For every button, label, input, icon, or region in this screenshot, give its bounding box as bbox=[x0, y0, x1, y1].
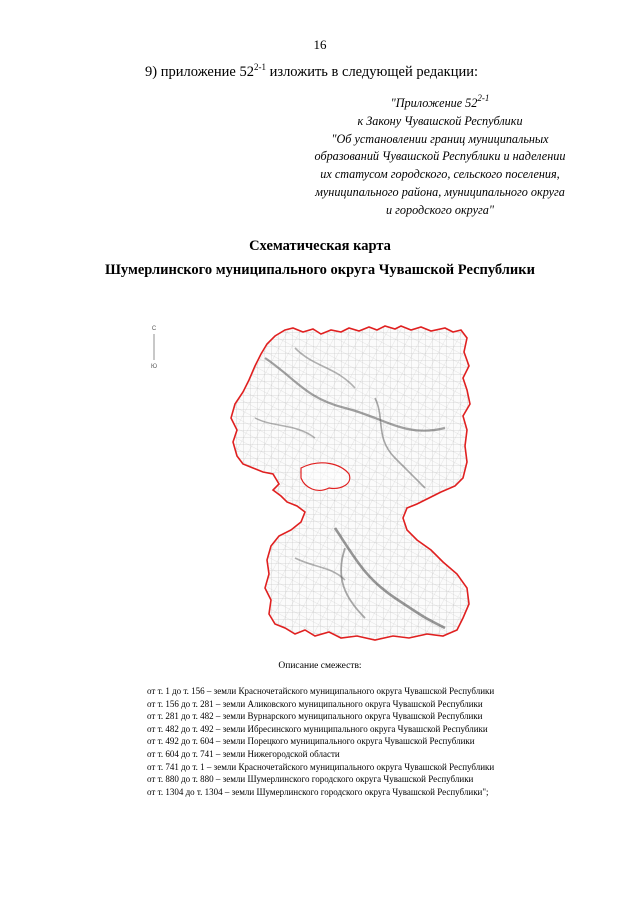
appendix-line-7: и городского округа" bbox=[386, 202, 494, 217]
adjacency-item: от т. 1 до т. 156 – земли Красночетайского муниципального округа Чувашской Республики bbox=[147, 686, 495, 696]
map-title-line-1: Схематическая карта bbox=[249, 238, 391, 254]
adjacency-item: от т. 156 до т. 281 – земли Аликовского муниципального округа Чувашской Республики bbox=[147, 698, 483, 709]
appendix-line-5: их статусом городского, сельского поселения, bbox=[320, 167, 560, 182]
compass-south-label: Ю bbox=[150, 364, 158, 370]
appendix-line-1 bbox=[290, 90, 590, 113]
appendix-line-2: к Закону Чувашской Республики bbox=[357, 113, 523, 128]
appendix-superscript: 2-1 bbox=[477, 93, 490, 103]
compass bbox=[151, 326, 157, 370]
appendix-header bbox=[290, 90, 590, 220]
map-parcels bbox=[225, 318, 485, 658]
map-title bbox=[0, 234, 640, 282]
appendix-line-4: образований Чувашской Республики и наделении bbox=[314, 149, 566, 164]
appendix-line-3: "Об установлении границ муниципальных bbox=[331, 131, 549, 146]
amendment-intro bbox=[145, 62, 478, 81]
appendix-line-1-text: "Приложение 52 bbox=[390, 96, 478, 110]
adjacency-item: от т. 492 до т. 604 – земли Порецкого муниципального округа Чувашской Республики bbox=[147, 736, 475, 747]
map-area bbox=[145, 318, 485, 663]
intro-suffix: изложить в следующей редакции: bbox=[265, 64, 479, 80]
adjacency-item: от т. 741 до т. 1 – земли Красночетайского муниципального округа Чувашской Республики bbox=[147, 761, 495, 772]
intro-superscript: 2-1 bbox=[253, 62, 266, 72]
map-title-line-2: Шумерлинского муниципального округа Чувашской Республики bbox=[104, 262, 535, 278]
adjacency-item: от т. 604 до т. 741 – земли Нижегородской области bbox=[147, 748, 340, 759]
adjacency-list bbox=[147, 685, 494, 798]
adjacency-item: от т. 281 до т. 482 – земли Вурнарского муниципального округа Чувашской Республики bbox=[147, 711, 483, 722]
page-number: 16 bbox=[313, 37, 327, 52]
adjacency-item: от т. 482 до т. 492 – земли Ибресинского муниципального округа Чувашской Республики bbox=[147, 723, 488, 734]
intro-prefix: 9) приложение 52 bbox=[145, 64, 254, 80]
schematic-map bbox=[145, 318, 485, 658]
adjacency-item: от т. 1304 до т. 1304 – земли Шумерлинского городского округа Чувашской Республики"; bbox=[147, 786, 489, 797]
compass-north-label: С bbox=[151, 326, 157, 332]
appendix-line-6: муниципального района, муниципального округа bbox=[315, 184, 565, 199]
adjacency-title: Описание смежеств: bbox=[278, 661, 362, 671]
adjacency-item: от т. 880 до т. 880 – земли Шумерлинского городского округа Чувашской Республики bbox=[147, 774, 474, 785]
